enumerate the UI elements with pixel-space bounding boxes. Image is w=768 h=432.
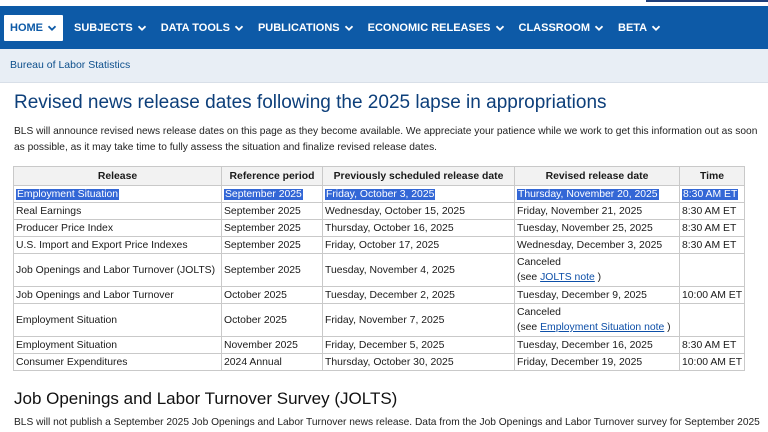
intro-line-2: as possible, as it may take time to fully assess the situation and finalize revised release dates. [14,142,437,153]
cell-previous: Tuesday, November 4, 2025 [323,254,515,287]
table-row [14,304,745,337]
cell-time: 8:30 AM ET [680,337,745,354]
nav-beta-label: BETA [618,21,648,34]
cell-release: Consumer Expenditures [14,354,222,371]
breadcrumb [0,49,768,83]
chevron-down-icon [651,23,661,33]
jolts-paragraph: BLS will not publish a September 2025 Job Openings and Labor Turnover news release. Data from the Job Openings and Labor Turnover survey for September 2025 [14,417,760,428]
cell-time [680,186,745,203]
table-row [14,337,745,354]
note-line [517,320,677,335]
selected-text: Employment Situation [17,188,119,200]
selected-text: September 2025 [225,188,302,200]
note-suffix: ) [664,322,671,333]
nav-subjects-label: SUBJECTS [74,21,133,34]
cell-revised [515,186,680,203]
cell-revised: Tuesday, December 9, 2025 [515,287,680,304]
main-nav [0,6,768,49]
cell-revised: Friday, November 21, 2025 [515,203,680,220]
cell-period: September 2025 [222,220,323,237]
cell-period: October 2025 [222,287,323,304]
cell-revised: Tuesday, December 16, 2025 [515,337,680,354]
page-title: Revised news release dates following the 2025 lapse in appropriations [14,92,607,113]
note-line [517,270,677,285]
release-dates-table [13,166,745,371]
chevron-down-icon [47,23,57,33]
chevron-down-icon [594,23,604,33]
nav-data-tools-label: DATA TOOLS [160,21,230,34]
breadcrumb-home-link[interactable]: Bureau of Labor Statistics [10,59,131,71]
note-suffix: ) [594,272,602,283]
nav-subjects[interactable] [67,6,154,49]
cell-revised: Friday, December 19, 2025 [515,354,680,371]
canceled-status: Canceled [517,257,561,268]
header-release: Release [14,167,222,186]
header-time: Time [680,167,745,186]
cell-period: November 2025 [222,337,323,354]
cell-period: September 2025 [222,254,323,287]
table-row [14,220,745,237]
nav-classroom-label: CLASSROOM [518,21,590,34]
cell-release [14,186,222,203]
cell-revised: Tuesday, November 25, 2025 [515,220,680,237]
nav-publications[interactable] [251,6,361,49]
cell-release: Employment Situation [14,337,222,354]
cell-release: Producer Price Index [14,220,222,237]
nav-data-tools[interactable] [154,6,251,49]
chevron-down-icon [495,23,505,33]
employment-situation-note-link[interactable]: Employment Situation note [540,322,665,333]
cell-previous: Friday, November 7, 2025 [323,304,515,337]
cell-release: U.S. Import and Export Price Indexes [14,237,222,254]
cell-period [222,186,323,203]
cell-time [680,254,745,287]
nav-publications-label: PUBLICATIONS [257,21,340,34]
cell-previous: Friday, October 17, 2025 [323,237,515,254]
chevron-down-icon [137,23,147,33]
table-header-row [14,167,745,186]
cell-period: September 2025 [222,237,323,254]
table-row [14,237,745,254]
header-previous-date: Previously scheduled release date [323,167,515,186]
cell-previous: Friday, December 5, 2025 [323,337,515,354]
selected-text: 8:30 AM ET [683,188,738,200]
chevron-down-icon [234,23,244,33]
header-revised-date: Revised release date [515,167,680,186]
cell-time: 10:00 AM ET [680,354,745,371]
cell-previous [323,186,515,203]
cell-previous: Thursday, October 30, 2025 [323,354,515,371]
cell-time: 8:30 AM ET [680,237,745,254]
cell-release: Job Openings and Labor Turnover [14,287,222,304]
table-row [14,186,745,203]
cell-time: 10:00 AM ET [680,287,745,304]
chevron-down-icon [344,23,354,33]
cell-time: 8:30 AM ET [680,203,745,220]
nav-economic-releases[interactable] [361,6,512,49]
selected-text: Thursday, November 20, 2025 [518,188,658,200]
cell-revised: Wednesday, December 3, 2025 [515,237,680,254]
nav-beta[interactable] [611,6,668,49]
cell-release: Job Openings and Labor Turnover (JOLTS) [14,254,222,287]
jolts-note-link[interactable]: JOLTS note [540,272,595,283]
table-row [14,354,745,371]
nav-classroom[interactable] [512,6,612,49]
cell-previous: Thursday, October 16, 2025 [323,220,515,237]
cell-period: October 2025 [222,304,323,337]
note-prefix: (see [517,272,541,283]
cell-revised [515,254,680,287]
cell-time: 8:30 AM ET [680,220,745,237]
header-reference-period: Reference period [222,167,323,186]
note-prefix: (see [517,322,541,333]
table-row [14,254,745,287]
table-row [14,287,745,304]
intro-line-1: BLS will announce revised news release dates on this page as they become available. We appreciate your patience while we work to get this information out as soon [14,126,758,137]
cell-time [680,304,745,337]
section-title-jolts: Job Openings and Labor Turnover Survey (JOLTS) [14,389,398,408]
cell-period: September 2025 [222,203,323,220]
nav-home-label: HOME [10,21,43,34]
nav-home[interactable] [4,15,63,41]
cell-release: Employment Situation [14,304,222,337]
selected-text: Friday, October 3, 2025 [326,188,435,200]
cell-previous: Tuesday, December 2, 2025 [323,287,515,304]
canceled-status: Canceled [517,307,561,318]
table-row [14,203,745,220]
top-right-bar [646,0,768,2]
cell-release: Real Earnings [14,203,222,220]
cell-revised [515,304,680,337]
intro-paragraph [14,124,768,156]
cell-period: 2024 Annual [222,354,323,371]
nav-economic-releases-label: ECONOMIC RELEASES [367,21,491,34]
cell-previous: Wednesday, October 15, 2025 [323,203,515,220]
